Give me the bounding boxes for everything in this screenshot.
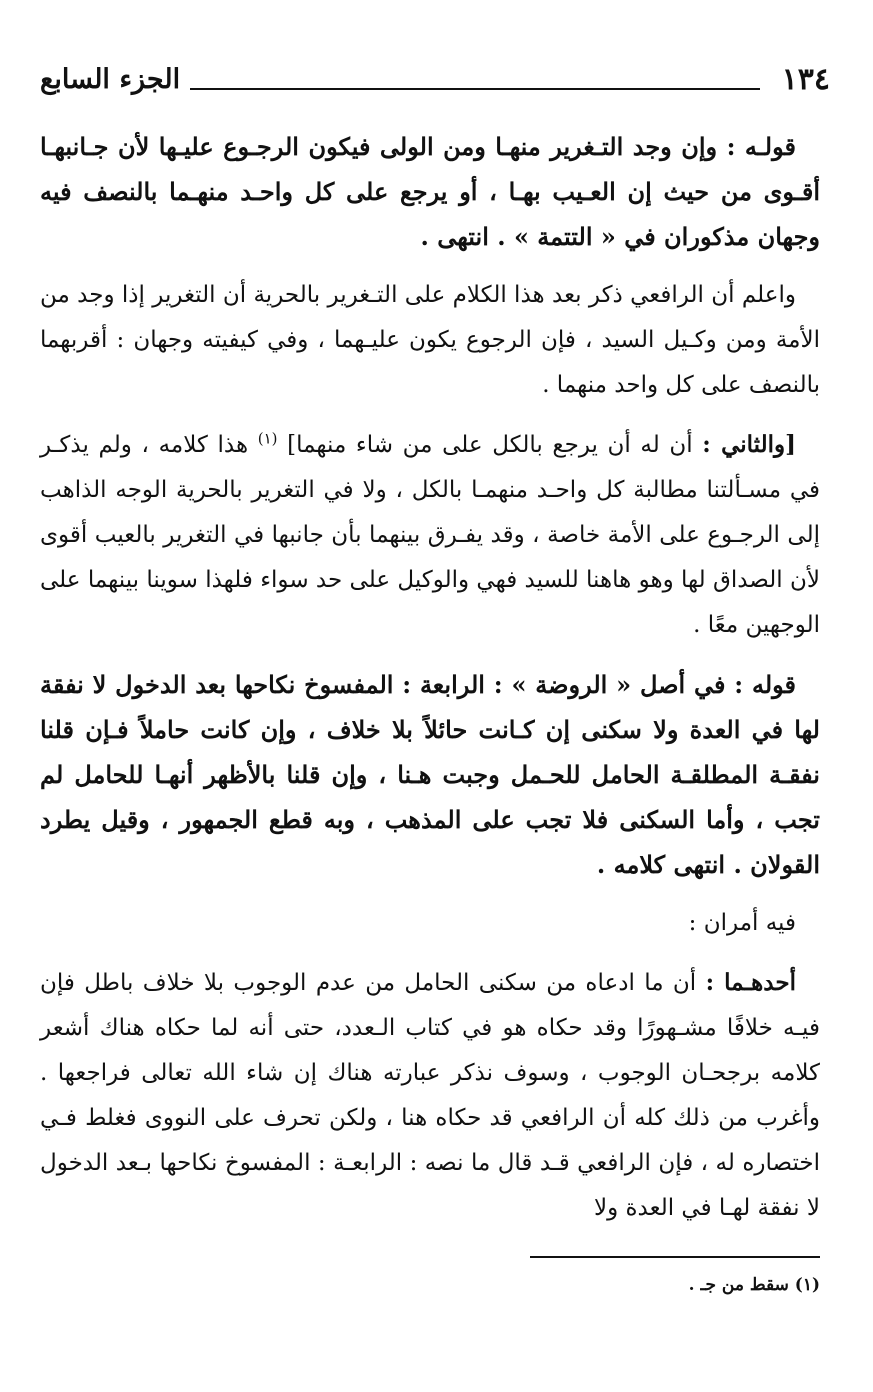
paragraph-text-rest: هذا كلامه ، ولم يذكـر في مسـألتنا مطالبة كل واحـد منهمـا بالكل ، ولا في التغرير بالحرية الوجه الذاهب إلى الرجـوع على الأمة خاصة ، وقد يفـرق بينهما بأن جانبها في التغرير بالعيب أقوى لأن الصداق لها وهو هاهنا للسيد فهي والوكيل على حد سواء فلهذا سوينا بينهما على الوجهين معًا .	[40, 432, 820, 638]
paragraph-commentary-3	[40, 960, 820, 1231]
paragraph-text: واعلم أن الرافعي ذكر بعد هذا الكلام على التـغرير بالحرية أن التغرير إذا وجد من الأمة ومن وكـيل السيد ، فإن الرجوع يكون عليـهما ، وفي كيفيته وجهان : أقربهما بالنصف على كل واحد منهما .	[40, 282, 820, 398]
footnote-marker: (١)	[257, 429, 278, 448]
paragraph-lead: أحدهـما :	[705, 969, 796, 996]
paragraph-text: قولـه : وإن وجد التـغرير منهـا ومن الولى فيكون الرجـوع عليـها لأن جـانبهـا أقـوى من حيث إن العـيب بهـا ، أو يرجع على كل واحـد منهـما بالنصف فيه وجهان مذكوران في « التتمة » . انتهى .	[40, 132, 820, 251]
paragraph-intro	[40, 901, 820, 946]
paragraph-quote-2	[40, 662, 820, 887]
paragraph-quote-1	[40, 124, 820, 259]
running-header	[40, 58, 830, 108]
paragraph-commentary-1	[40, 273, 820, 408]
paragraph-commentary-2	[40, 422, 820, 648]
page-number: ١٣٤	[781, 62, 830, 97]
paragraph-text: أن ما ادعاه من سكنى الحامل من عدم الوجوب بلا خلاف باطل فإن فيـه خلافًا مشـهورًا وقد حكاه هو في كتاب الـعدد، حتى أنه لما حكاه هناك أشعر كلامه برجحـان الوجوب ، وسوف نذكر عبارته هناك إن شاء الله تعالى فراجعها . وأغرب من ذلك كله أن الرافعي قد حكاه هنا ، ولكن تحرف على النووى فغلط فـي اختصاره له ، فإن الرافعي قـد قال ما نصه : الرابعـة : المفسوخ نكاحها بـعد الدخول لا نفقة لهـا في العدة ولا	[40, 970, 820, 1221]
paragraph-text: أن له أن يرجع بالكل على من شاء منهما]	[287, 432, 693, 458]
footnote: (١) سقط من جـ .	[688, 1275, 820, 1295]
paragraph-lead: [والثاني :	[702, 431, 797, 458]
footnote-rule	[530, 1256, 820, 1258]
header-rule	[190, 88, 760, 90]
paragraph-text: فيه أمران :	[688, 910, 796, 936]
volume-title: الجزء السابع	[40, 64, 181, 95]
book-page	[40, 58, 830, 1378]
body-text	[40, 124, 820, 1245]
paragraph-text: قوله : في أصل « الروضة » : الرابعة : المفسوخ نكاحها بعد الدخول لا نفقة لها في العدة ولا سكنى إن كـانت حائلاً بلا خلاف ، وإن كانت حاملاً فـإن قلنا نفقـة المطلقـة الحامل للحـمل وجبت هـنا ، وإن قلنا بالأظهر أنهـا للحامل لم تجب ، وأما السكنى فلا تجب على المذهب ، وبه قطع الجمهور ، وقيل يطرد القولان . انتهى كلامه .	[40, 670, 820, 879]
